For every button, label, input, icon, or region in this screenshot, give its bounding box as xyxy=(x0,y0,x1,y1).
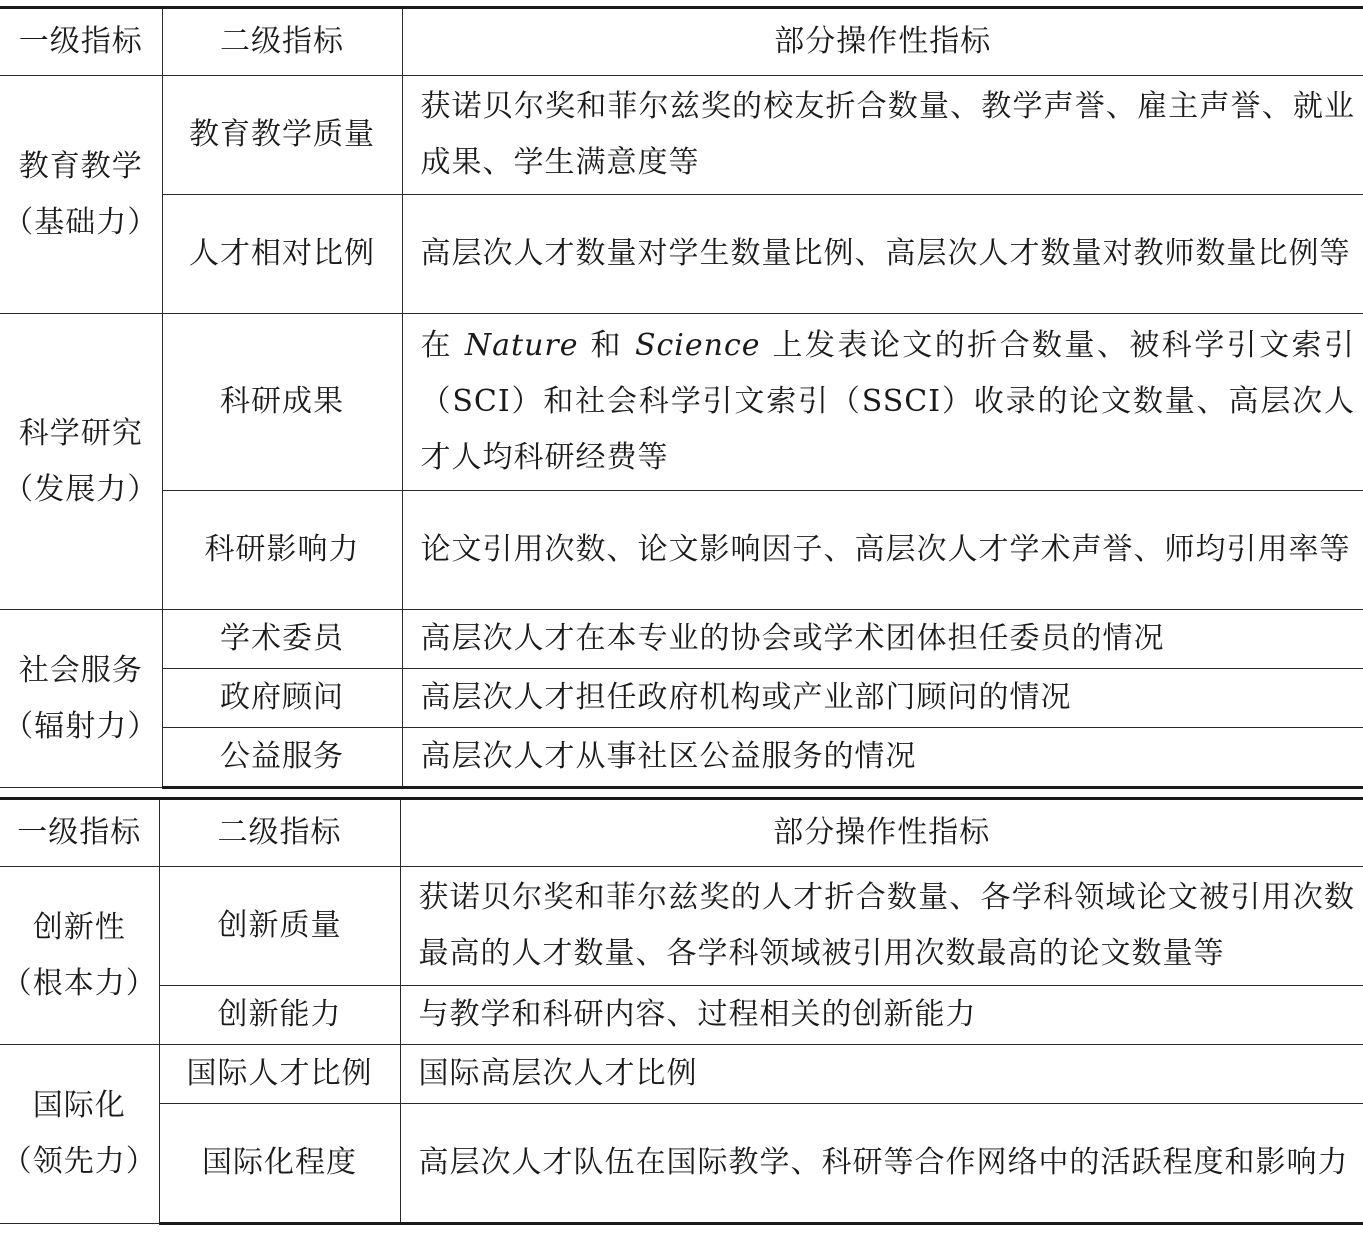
detail-cell: 获诺贝尔奖和菲尔兹奖的校友折合数量、教学声誉、雇主声誉、就业成果、学生满意度等 xyxy=(402,76,1363,195)
level2-cell: 公益服务 xyxy=(162,728,402,788)
level2-cell: 创新质量 xyxy=(159,867,400,986)
table-row xyxy=(0,728,1363,788)
level2-cell: 创新能力 xyxy=(159,986,400,1045)
table-row xyxy=(0,669,1363,728)
table-row xyxy=(0,76,1363,195)
table-row xyxy=(0,867,1363,986)
table-row xyxy=(0,986,1363,1045)
table-row xyxy=(0,195,1363,314)
header-row xyxy=(0,8,1363,76)
detail-text-part: 和 xyxy=(578,328,635,363)
level2-cell: 学术委员 xyxy=(162,610,402,669)
detail-cell: 与教学和科研内容、过程相关的创新能力 xyxy=(400,986,1363,1045)
detail-cell: 国际高层次人才比例 xyxy=(400,1045,1363,1104)
level1-cell-innovation xyxy=(0,867,159,1045)
detail-text-part: 在 xyxy=(420,328,465,363)
level1-cell-international xyxy=(0,1045,159,1224)
level2-cell: 科研影响力 xyxy=(162,491,402,610)
detail-text-italic: Science xyxy=(634,328,761,363)
header-detail: 部分操作性指标 xyxy=(400,799,1363,867)
detail-cell: 高层次人才队伍在国际教学、科研等合作网络中的活跃程度和影响力 xyxy=(400,1104,1363,1224)
indicator-table-1 xyxy=(0,6,1363,789)
level1-cell-research xyxy=(0,314,162,610)
indicator-table-2 xyxy=(0,797,1363,1225)
detail-cell: 获诺贝尔奖和菲尔兹奖的人才折合数量、各学科领域论文被引用次数最高的人才数量、各学科领域被引用次数最高的论文数量等 xyxy=(400,867,1363,986)
detail-cell xyxy=(402,314,1363,491)
header-level1: 一级指标 xyxy=(0,799,159,867)
table-row xyxy=(0,1045,1363,1104)
table-row xyxy=(0,1104,1363,1224)
level2-cell: 国际化程度 xyxy=(159,1104,400,1224)
level2-cell: 教育教学质量 xyxy=(162,76,402,195)
level1-label: 创新性 xyxy=(32,909,126,945)
table-row xyxy=(0,491,1363,610)
table-row xyxy=(0,314,1363,491)
level1-label: 科学研究 xyxy=(18,415,143,451)
level1-label: 国际化 xyxy=(32,1088,126,1123)
level1-label: 社会服务 xyxy=(18,652,143,688)
level2-cell: 政府顾问 xyxy=(162,669,402,728)
detail-cell: 高层次人才数量对学生数量比例、高层次人才数量对教师数量比例等 xyxy=(402,195,1363,314)
detail-cell: 高层次人才在本专业的协会或学术团体担任委员的情况 xyxy=(402,610,1363,669)
level1-sublabel: （根本力） xyxy=(1,965,157,1001)
header-level2: 二级指标 xyxy=(159,799,400,867)
detail-cell: 高层次人才担任政府机构或产业部门顾问的情况 xyxy=(402,669,1363,728)
level1-label: 教育教学 xyxy=(18,148,143,184)
detail-text-part: 上发表论文的折合数量、被科学引文索引（SCI）和社会科学引文索引（SSCI）收录的论文数量、高层次人才人均科研经费等 xyxy=(420,328,1355,475)
table-row xyxy=(0,610,1363,669)
level1-sublabel: （领先力） xyxy=(1,1144,157,1179)
level2-cell: 人才相对比例 xyxy=(162,195,402,314)
level1-sublabel: （基础力） xyxy=(3,204,159,240)
detail-text-italic: Nature xyxy=(464,328,579,363)
header-level2: 二级指标 xyxy=(162,8,402,76)
detail-cell: 高层次人才从事社区公益服务的情况 xyxy=(402,728,1363,788)
level1-cell-education xyxy=(0,76,162,314)
header-level1: 一级指标 xyxy=(0,8,162,76)
level1-cell-service xyxy=(0,610,162,788)
level2-cell: 科研成果 xyxy=(162,314,402,491)
header-detail: 部分操作性指标 xyxy=(402,8,1363,76)
header-row xyxy=(0,799,1363,867)
level1-sublabel: （发展力） xyxy=(3,471,159,507)
level2-cell: 国际人才比例 xyxy=(159,1045,400,1104)
detail-cell: 论文引用次数、论文影响因子、高层次人才学术声誉、师均引用率等 xyxy=(402,491,1363,610)
level1-sublabel: （辐射力） xyxy=(3,708,159,744)
